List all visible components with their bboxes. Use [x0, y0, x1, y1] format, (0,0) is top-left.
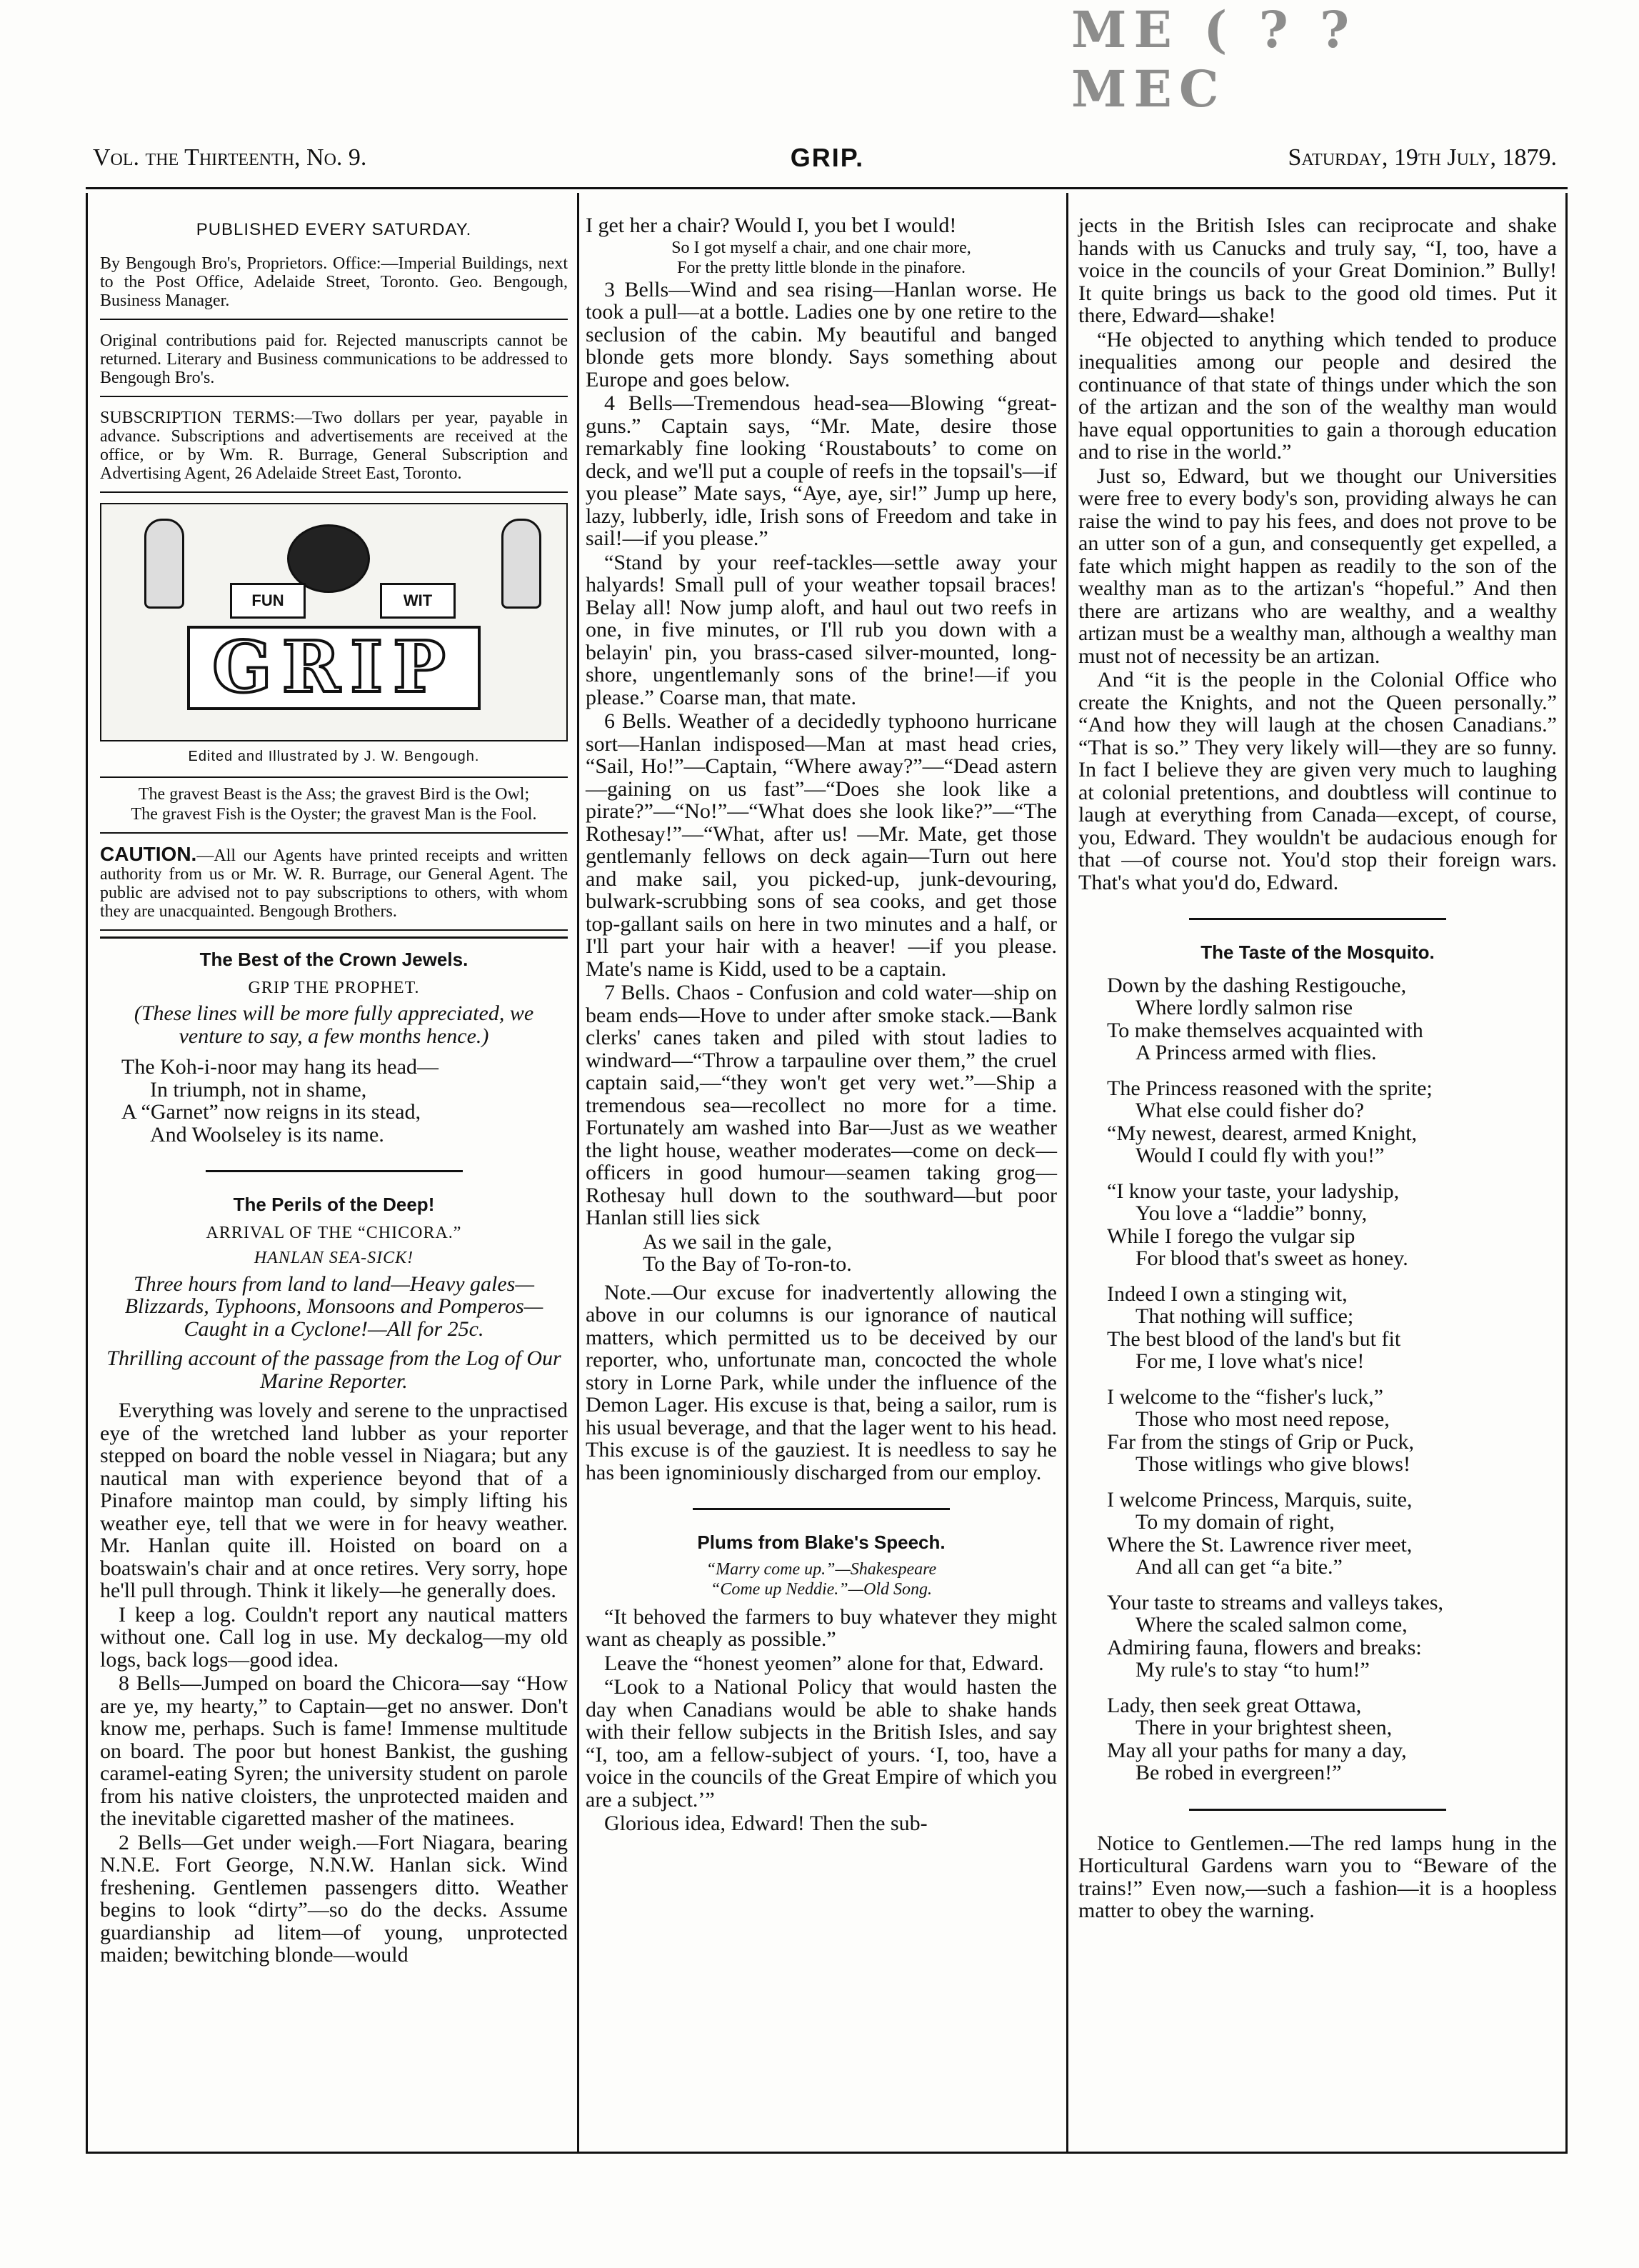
perils-verse-3: As we sail in the gale, — [643, 1229, 832, 1254]
plums-p2: Leave the “honest yeomen” alone for that, Edward. — [604, 1651, 1044, 1675]
issue-date: Saturday, 19th July, 1879. — [1288, 144, 1557, 171]
plums-p5: jects in the British Isles can reciprocate and shake hands with us Canucks and truly say, “I, too, have a voice in the councils of your Great Dominion.” Bully! It quite brings us back to the good old times. Put it there, Edward—shake! — [1078, 214, 1557, 327]
perils-verse-1: So I got myself a chair, and one chair more, — [671, 238, 971, 257]
perils-p2: I keep a log. Couldn't report any nautical matters without one. Call log in use. My deckalog—my old logs, back logs—good idea. — [100, 1602, 568, 1672]
perils-teaser: Three hours from land to land—Heavy gales—Blizzards, Typhoons, Monsoons and Pomperos—Caught in a Cyclone!—All for 25c. — [124, 1272, 543, 1341]
figure-left-icon — [144, 519, 184, 609]
perils-p5: I get her a chair? Would I, you bet I would! — [586, 214, 957, 237]
plums-quote-1: “Marry come up.”—Shakespeare — [706, 1559, 937, 1579]
plums-title: Plums from Blake's Speech. — [697, 1532, 946, 1553]
volume-number: Vol. the Thirteenth, No. 9. — [93, 144, 367, 171]
column-divider-1 — [577, 193, 579, 2154]
perils-p1: Everything was lovely and serene to the unpractised eye of the wretched land lubber as your reporter stepped on board the noble vessel in Niagara; but any nautical man with experience beyond that of a Pinafore maintop man could, by simply lifting his weather eye, tell that we were in for heavy weather. Mr. Hanlan quite ill. Hoisted on board on a boatswain's chair and at once retires. Very sorry, hope he'll pull through. Think it likely—he generally does. — [100, 1399, 568, 1602]
motto-line-2: The gravest Fish is the Oyster; the gravest Man is the Fool. — [131, 805, 537, 824]
mosquito-poem: Down by the dashing Restigouche, Where lordly salmon rise To make themselves acquainted with A Princess armed with flies. The Princess reasoned with the sprite; What else could fisher do? “My newest, dearest, armed Knight, Would I could fly with you!” “I know your taste, your ladyship, You love a “laddie” bonny, While I forego the vulgar sip For blood that's sweet as honey. Indeed I own a stinging wit, That nothing will suffice; The best blood of the land's but fit For me, I love what's nice! I welcome to the “fisher's luck,” Those who most need repose, Far from the stings of Grip or Puck, Those witlings who give blows! I welcome Princess, Marquis, suite, To my domain of right, Where the St. Lawrence river meet, And all can get “a bite.” Your taste to streams and valleys takes, Where the scaled salmon come, Admiring fauna, flowers and breaks: My rule's to stay “to hum!” Lady, then seek great Ottawa, There in your brightest sheen, May all your paths for many a day, Be robed in evergreen!” — [1107, 973, 1444, 1784]
perils-subtitle: ARRIVAL OF THE “CHICORA.” — [206, 1223, 462, 1242]
plums-p6: “He objected to anything which tended to produce inequalities among our people and desired the continuance of that state of things under which the son of the artizan and the son of the wealthy man would have equal opportunities to gain a thorough education and to rise in the world.” — [1078, 327, 1557, 464]
perils-note: Note.—Our excuse for inadvertently allowing the above in our columns is our ignorance of nautical matters, which permitted us to be deceived by our reporter, who, unfortunate man, concocted the whole story in Lorne Park, while under the influence of the Demon Lager. His excuse is that, being a sailor, rum is his usual beverage, and that the lager went to his head. This excuse is of the gauziest. It is needless to say he has been ignominiously discharged from our employ. — [586, 1280, 1057, 1484]
plums-quote-2: “Come up Neddie.”—Old Song. — [710, 1579, 932, 1599]
plums-p7: Just so, Edward, but we thought our Universities were free to every body's son, providing always he can raise the wind to pay his fees, and does not prove to be an utter son of a gun, and consequently get expelled, a fate which might happen as readily to the son of the wealthy man as to the artizan's “hopeful.” And then there are artizans who are wealthy, and a wealthy artizan must be a wealthy man, although a wealthy man must not of necessity be an artizan. — [1078, 464, 1557, 668]
plums-p8: And “it is the people in the Colonial Office who create the Knights, and not the Queen personally.” “And how they will laugh at the chosen Canadians.” “That is so.” They very likely will—they are so funny. In fact I believe they are given very much to laughing at colonial pretentions, and doubtless will continue to laugh at everything from Canada—except, of course, you, Edward. They wouldn't be audacious enough for that —of course not. You'd stop their foreign wars. That's what you'd do, Edward. — [1078, 668, 1557, 894]
perils-verse-2: For the pretty little blonde in the pinafore. — [677, 258, 966, 277]
caution-block — [100, 839, 568, 931]
proprietors-block: By Bengough Bro's, Proprietors. Office:—Imperial Buildings, next to the Post Office, Adelaide Street, Toronto. Geo. Bengough, Business Manager. — [100, 249, 568, 320]
crown-title: The Best of the Crown Jewels. — [199, 949, 468, 970]
plums-p4: Glorious idea, Edward! Then the sub- — [604, 1812, 928, 1835]
published-line: PUBLISHED EVERY SATURDAY. — [196, 220, 472, 239]
column-1 — [100, 214, 568, 1968]
motto-line-1: The gravest Beast is the Ass; the gravest Bird is the Owl; — [138, 785, 530, 804]
plums-p3: “Look to a National Policy that would hasten the day when Canadians would be able to shake hands with their fellow subjects in the British Isles, and say “I, too, am a fellow-subject of yours. ‘I, too, have a voice in the councils of the Great Empire of which you are a subject.’” — [586, 1675, 1057, 1812]
library-stamp: ME ( ? ? MEC — [1071, 0, 1357, 119]
page-header — [93, 132, 1557, 184]
perils-p7: 4 Bells—Tremendous head-sea—Blowing “great-guns.” Captain says, “Mr. Mate, desire those remarkably fine looking ‘Roustabouts’ to come on deck, and we'll put a couple of reefs in the topsail's—if you please” Mate says, “Aye, aye, sir!” Jump up here, lazy, lubberly, idle, Irish sons of Freedom and take in sail!—if you please.” — [586, 391, 1057, 550]
crown-poem: The Koh-i-noor may hang its head— In triumph, not in shame, A “Garnet” now reigns in its stead, And Woolseley is its name. — [121, 1055, 439, 1147]
logo-grip-banner: GRIP — [187, 626, 481, 710]
plums-p1: “It behoved the farmers to buy whatever they might want as cheaply as possible.” — [586, 1604, 1057, 1651]
notice-to-gentlemen: Notice to Gentlemen.—The red lamps hung in the Horticultural Gardens warn you to “Beware of the trains!” Even now,—such a fashion—it is a hoopless matter to obey the warning. — [1078, 1831, 1557, 1922]
column-2 — [586, 214, 1057, 1837]
masthead-title: GRIP. — [790, 143, 865, 172]
perils-thrilling: Thrilling account of the passage from the Log of Our Marine Reporter. — [106, 1347, 561, 1393]
contributions-block: Original contributions paid for. Rejected manuscripts cannot be returned. Literary and Business communications to be addressed to Bengough Bro's. — [100, 326, 568, 397]
caution-heading: CAUTION. — [100, 843, 197, 865]
header-rule — [86, 187, 1568, 189]
perils-subtitle-2: HANLAN SEA-SICK! — [254, 1249, 414, 1267]
perils-verse-4: To the Bay of To-ron-to. — [643, 1252, 852, 1276]
perils-p10: 7 Bells. Chaos - Confusion and cold water—ship on beam ends—Hove to under after smoke stack.—Bank clerks' canes taken and piled with stout ladies to windward—“Throw a tarpauline over them,” the cruel captain said,—“they won't get very wet.”—Ship a tremendous sea—recollect no more for a time. Fortunately am washed into Bar—Just as we weather the light house, weather moderates—come on deck—officers in good humour—seamen taking grog—Rothesay hull down to the southward—but poor Hanlan still lies sick — [586, 981, 1057, 1229]
grip-logo-illustration — [100, 503, 568, 741]
column-3 — [1078, 214, 1557, 1924]
crown-byline: GRIP THE PROPHET. — [248, 978, 420, 997]
motto-block — [100, 776, 568, 834]
perils-p8: “Stand by your reef-tackles—settle away your halyards! Small pull of your weather topsail braces! Belay all! Now jump aloft, and haul out two reefs in one, in five minutes, or I'll rub you down with a belayin' pin, you brass-cased silver-mounted, long-shore, ungentlemanly sons of the brine!—if you please.” Coarse man, that mate. — [586, 550, 1057, 709]
perils-p4: 2 Bells—Get under weigh.—Fort Niagara, bearing N.N.E. Fort George, N.N.W. Hanlan sick. Wind freshening. Gentlemen passengers ditto. Weather begins to look “dirty”—so do the decks. Assume guardianship ad litem—of young, unprotected maiden; bewitching blonde—would — [100, 1830, 568, 1967]
perils-title: The Perils of the Deep! — [233, 1194, 435, 1215]
subscription-block: SUBSCRIPTION TERMS:—Two dollars per year, payable in advance. Subscriptions and advertisements are received at the office, or by Wm. R. Burrage, General Subscription and Advertising Agent, 26 Adelaide Street East, Toronto. — [100, 403, 568, 493]
edited-by: Edited and Illustrated by J. W. Bengough. — [188, 748, 480, 764]
perils-p9: 6 Bells. Weather of a decidedly typhoono hurricane sort—Hanlan indisposed—Man at mast head cries, “Sail, Ho!”—Captain, “Where away?”—“Dead astern—gaining on us fast”—“Does she look like a pirate?”—“No!”—“What does she look like?”—“The Rothesay!”—“What, after us! —Mr. Mate, get those gentlemanly fellows on deck again—Turn out here and make sail, you picked-up, junk-devouring, bulwark-scrubbing sons of sea cooks, and get those top-gallant sails on here in two minutes and a half, or I'll part your hair with a heaver! —if you please. Mate's name is Kidd, used to be a captain. — [586, 709, 1057, 981]
perils-p3: 8 Bells—Jumped on board the Chicora—say “How are ye, my hearty,” to Captain—get no answer. Don't know me, perhaps. Such is fame! Immense multitude on board. The poor but honest Bankist, the gushing caramel-eating Syren; the university student on parole from his native cloisters, the unprotected maiden and the inevitable cigaretted masher of the matinees. — [100, 1672, 568, 1830]
mosquito-title: The Taste of the Mosquito. — [1201, 941, 1435, 963]
figure-right-icon — [501, 519, 541, 609]
perils-p6: 3 Bells—Wind and sea rising—Hanlan worse. He took a pull—at a bottle. Ladies one by one retire to the seclusion of the cabin. My beautiful and banged blonde gets more blondy. Says something about Europe and goes below. — [586, 277, 1057, 391]
column-divider-2 — [1066, 193, 1068, 2154]
caution-text: —All our Agents have printed receipts and written authority from us or Mr. W. R. Burrage, our General Agent. The public are advised not to pay subscriptions to others, with whom they are unacquainted. Bengough Brothers. — [100, 846, 568, 921]
logo-wit: WIT — [380, 583, 456, 619]
logo-fun: FUN — [230, 583, 306, 619]
crown-note: (These lines will be more fully appreciated, we venture to say, a few months hence.) — [134, 1001, 534, 1048]
